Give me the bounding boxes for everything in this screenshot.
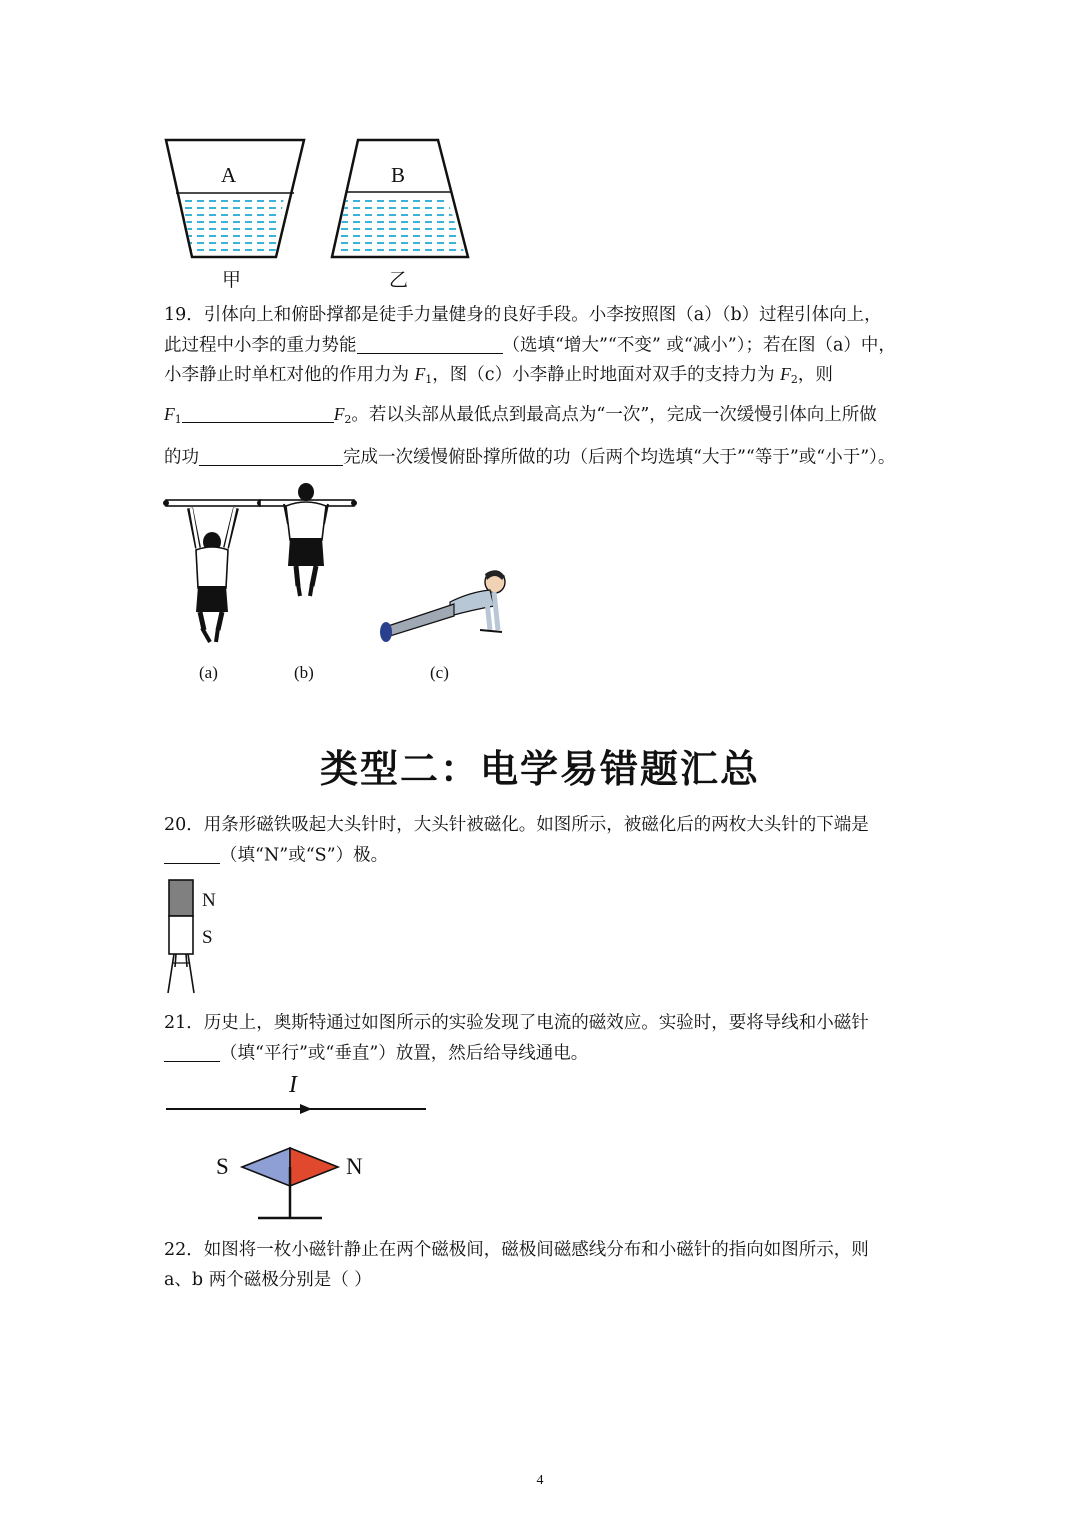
q21-line2 xyxy=(164,1043,588,1065)
needle-s-label: S xyxy=(216,1154,229,1179)
exercise-figure xyxy=(160,480,520,660)
container-b-label: B xyxy=(391,163,406,187)
current-arrow xyxy=(300,1104,312,1114)
pullup-bar-a xyxy=(163,500,263,506)
q20-line2 xyxy=(164,845,388,867)
water-a xyxy=(182,197,284,255)
q19-line4-b: 。若以头部从最低点到最高点为“一次”，完成一次缓慢引体向上所做 xyxy=(351,405,877,425)
q19-line2-b: （选填“增大”“不变” 或“减小”）；若在图（a）中， xyxy=(502,335,896,356)
fig-label-b: (b) xyxy=(294,663,314,682)
q19-line4-f1-sub: 1 xyxy=(174,413,182,426)
q19-line3-b: ，图（c）小李静止时地面对双手的支持力为 xyxy=(432,365,781,385)
pins xyxy=(168,954,194,993)
magnet-n-part xyxy=(169,880,193,916)
needle-n-half xyxy=(290,1148,338,1186)
q19-f1: F xyxy=(414,364,426,384)
q19-blank-2[interactable] xyxy=(182,405,334,424)
person-a xyxy=(190,508,236,642)
q19-line2 xyxy=(164,335,896,357)
needle-n-label: N xyxy=(346,1154,363,1179)
section-title: 类型二：电学易错题汇总 xyxy=(319,747,760,791)
magnet-s-label: S xyxy=(202,927,213,948)
q19-line3-a: 小李静止时单杠对他的作用力为 xyxy=(164,365,415,385)
page-number: 4 xyxy=(536,1473,544,1488)
q22-line2: a、b 两个磁极分别是（ ） xyxy=(164,1270,372,1290)
q19-line4-f2: F xyxy=(333,404,345,424)
needle-s-half xyxy=(242,1148,290,1186)
fig-label-c: (c) xyxy=(430,663,449,682)
q19-line5 xyxy=(164,447,895,469)
q19-line5-b: 完成一次缓慢俯卧撑所做的功（后两个均选填“大于”“等于”或“小于”）。 xyxy=(343,447,896,468)
current-label: I xyxy=(289,1072,297,1098)
containers-figure xyxy=(160,135,480,295)
oersted-figure xyxy=(160,1070,440,1230)
q22-line1: 22．如图将一枚小磁针静止在两个磁极间，磁极间磁感线分布和小磁针的指向如图所示，则 xyxy=(164,1240,869,1260)
q19-line4-f2-sub: 2 xyxy=(344,413,352,426)
magnet-n-label: N xyxy=(202,890,216,911)
q19-line2-a: 此过程中小李的重力势能 xyxy=(164,335,357,356)
q19-blank-3[interactable] xyxy=(199,447,343,466)
q21-line1: 21．历史上，奥斯特通过如图所示的实验发现了电流的磁效应。实验时，要将导线和小磁针 xyxy=(164,1013,869,1033)
q20-blank[interactable] xyxy=(164,845,220,864)
caption-yi: 乙 xyxy=(389,269,409,291)
q19-line3 xyxy=(164,364,833,386)
q19-f1-sub: 1 xyxy=(425,373,433,386)
q21-blank[interactable] xyxy=(164,1043,220,1062)
magnet-s-part xyxy=(169,916,193,954)
q20-line1: 20．用条形磁铁吸起大头针时，大头针被磁化。如图所示，被磁化后的两枚大头针的下端是 xyxy=(164,815,869,835)
fig-label-a: (a) xyxy=(199,663,218,682)
q19-line3-c: ，则 xyxy=(797,365,833,385)
container-a-label: A xyxy=(221,163,237,187)
person-c xyxy=(380,570,505,642)
q20-line2-b: （填“N”或“S”）极。 xyxy=(220,845,389,866)
q19-blank-1[interactable] xyxy=(357,335,503,354)
q19-line4-f1: F xyxy=(164,404,175,424)
water-b xyxy=(335,195,465,255)
q19-line1: 19．引体向上和俯卧撑都是徒手力量健身的良好手段。小李按照图（a）（b）过程引体向上， xyxy=(164,305,882,325)
q19-f2-sub: 2 xyxy=(790,373,798,386)
q19-line4 xyxy=(164,404,877,426)
q21-line2-b: （填“平行”或“垂直”）放置，然后给导线通电。 xyxy=(220,1043,589,1064)
q19-f2: F xyxy=(780,364,791,384)
q19-line5-a: 的功 xyxy=(164,447,199,468)
bar-magnet-figure xyxy=(160,875,240,1000)
caption-jia: 甲 xyxy=(222,269,242,291)
